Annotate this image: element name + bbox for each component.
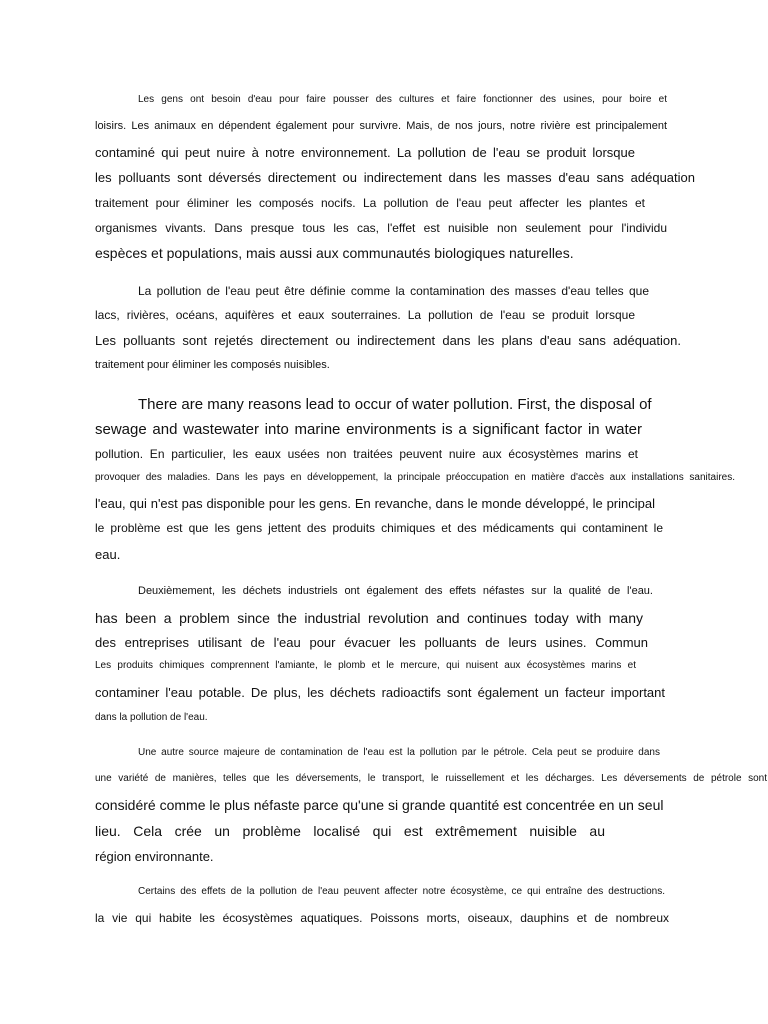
text-line: Certains des effets de la pollution de l'eau peuvent affecter notre écosystème, ce qui entraîne des destructions. (138, 886, 665, 897)
text-line: dans la pollution de l'eau. (95, 712, 208, 723)
text-line: espèces et populations, mais aussi aux communautés biologiques naturelles. (95, 245, 574, 261)
text-line: provoquer des maladies. Dans les pays en développement, la principale préoccupation en matière d'accès aux installations sanitaires. (95, 472, 735, 483)
text-line: contaminer l'eau potable. De plus, les déchets radioactifs sont également un facteur important (95, 685, 665, 700)
text-line: has been a problem since the industrial revolution and continues today with many (95, 610, 643, 626)
text-line: région environnante. (95, 849, 214, 864)
text-line: loisirs. Les animaux en dépendent également pour survivre. Mais, de nos jours, notre rivière est principalement (95, 120, 667, 132)
text-line: There are many reasons lead to occur of water pollution. First, the disposal of (138, 396, 652, 413)
text-line: les polluants sont déversés directement ou indirectement dans les masses d'eau sans adéquation (95, 170, 695, 185)
text-line: Une autre source majeure de contamination de l'eau est la pollution par le pétrole. Cela peut se produire dans (138, 747, 660, 758)
text-line: des entreprises utilisant de l'eau pour évacuer les polluants de leurs usines. Commun (95, 635, 648, 650)
text-line: considéré comme le plus néfaste parce qu'une si grande quantité est concentrée en un seul (95, 797, 664, 813)
text-line: La pollution de l'eau peut être définie comme la contamination des masses d'eau telles que (138, 284, 649, 298)
text-line: Les gens ont besoin d'eau pour faire pousser des cultures et faire fonctionner des usines, pour boire et (138, 94, 667, 105)
text-line: organismes vivants. Dans presque tous les cas, l'effet est nuisible non seulement pour l'individu (95, 221, 667, 235)
text-line: l'eau, qui n'est pas disponible pour les gens. En revanche, dans le monde développé, le principal (95, 496, 655, 511)
text-line: Les polluants sont rejetés directement ou indirectement dans les plans d'eau sans adéquation. (95, 333, 681, 348)
text-line: le problème est que les gens jettent des produits chimiques et des médicaments qui contaminent le (95, 521, 663, 535)
text-line: lacs, rivières, océans, aquifères et eaux souterraines. La pollution de l'eau se produit lorsque (95, 308, 635, 322)
text-line: sewage and wastewater into marine environments is a significant factor in water (95, 421, 642, 438)
text-line: une variété de manières, telles que les déversements, le transport, le ruissellement et les décharges. Les déversements de pétrole sont (95, 773, 767, 784)
text-line: Les produits chimiques comprennent l'amiante, le plomb et le mercure, qui nuisent aux écosystèmes marins et (95, 660, 636, 671)
text-line: la vie qui habite les écosystèmes aquatiques. Poissons morts, oiseaux, dauphins et de nombreux (95, 911, 669, 925)
text-line: Deuxièmement, les déchets industriels ont également des effets néfastes sur la qualité de l'eau. (138, 585, 653, 597)
text-line: traitement pour éliminer les composés nocifs. La pollution de l'eau peut affecter les plantes et (95, 196, 645, 210)
text-line: traitement pour éliminer les composés nuisibles. (95, 359, 330, 371)
text-line: eau. (95, 547, 121, 562)
text-line: lieu. Cela crée un problème localisé qui est extrêmement nuisible au (95, 823, 605, 839)
text-line: contaminé qui peut nuire à notre environnement. La pollution de l'eau se produit lorsque (95, 145, 635, 160)
text-line: pollution. En particulier, les eaux usées non traitées peuvent nuire aux écosystèmes marins et (95, 447, 638, 461)
